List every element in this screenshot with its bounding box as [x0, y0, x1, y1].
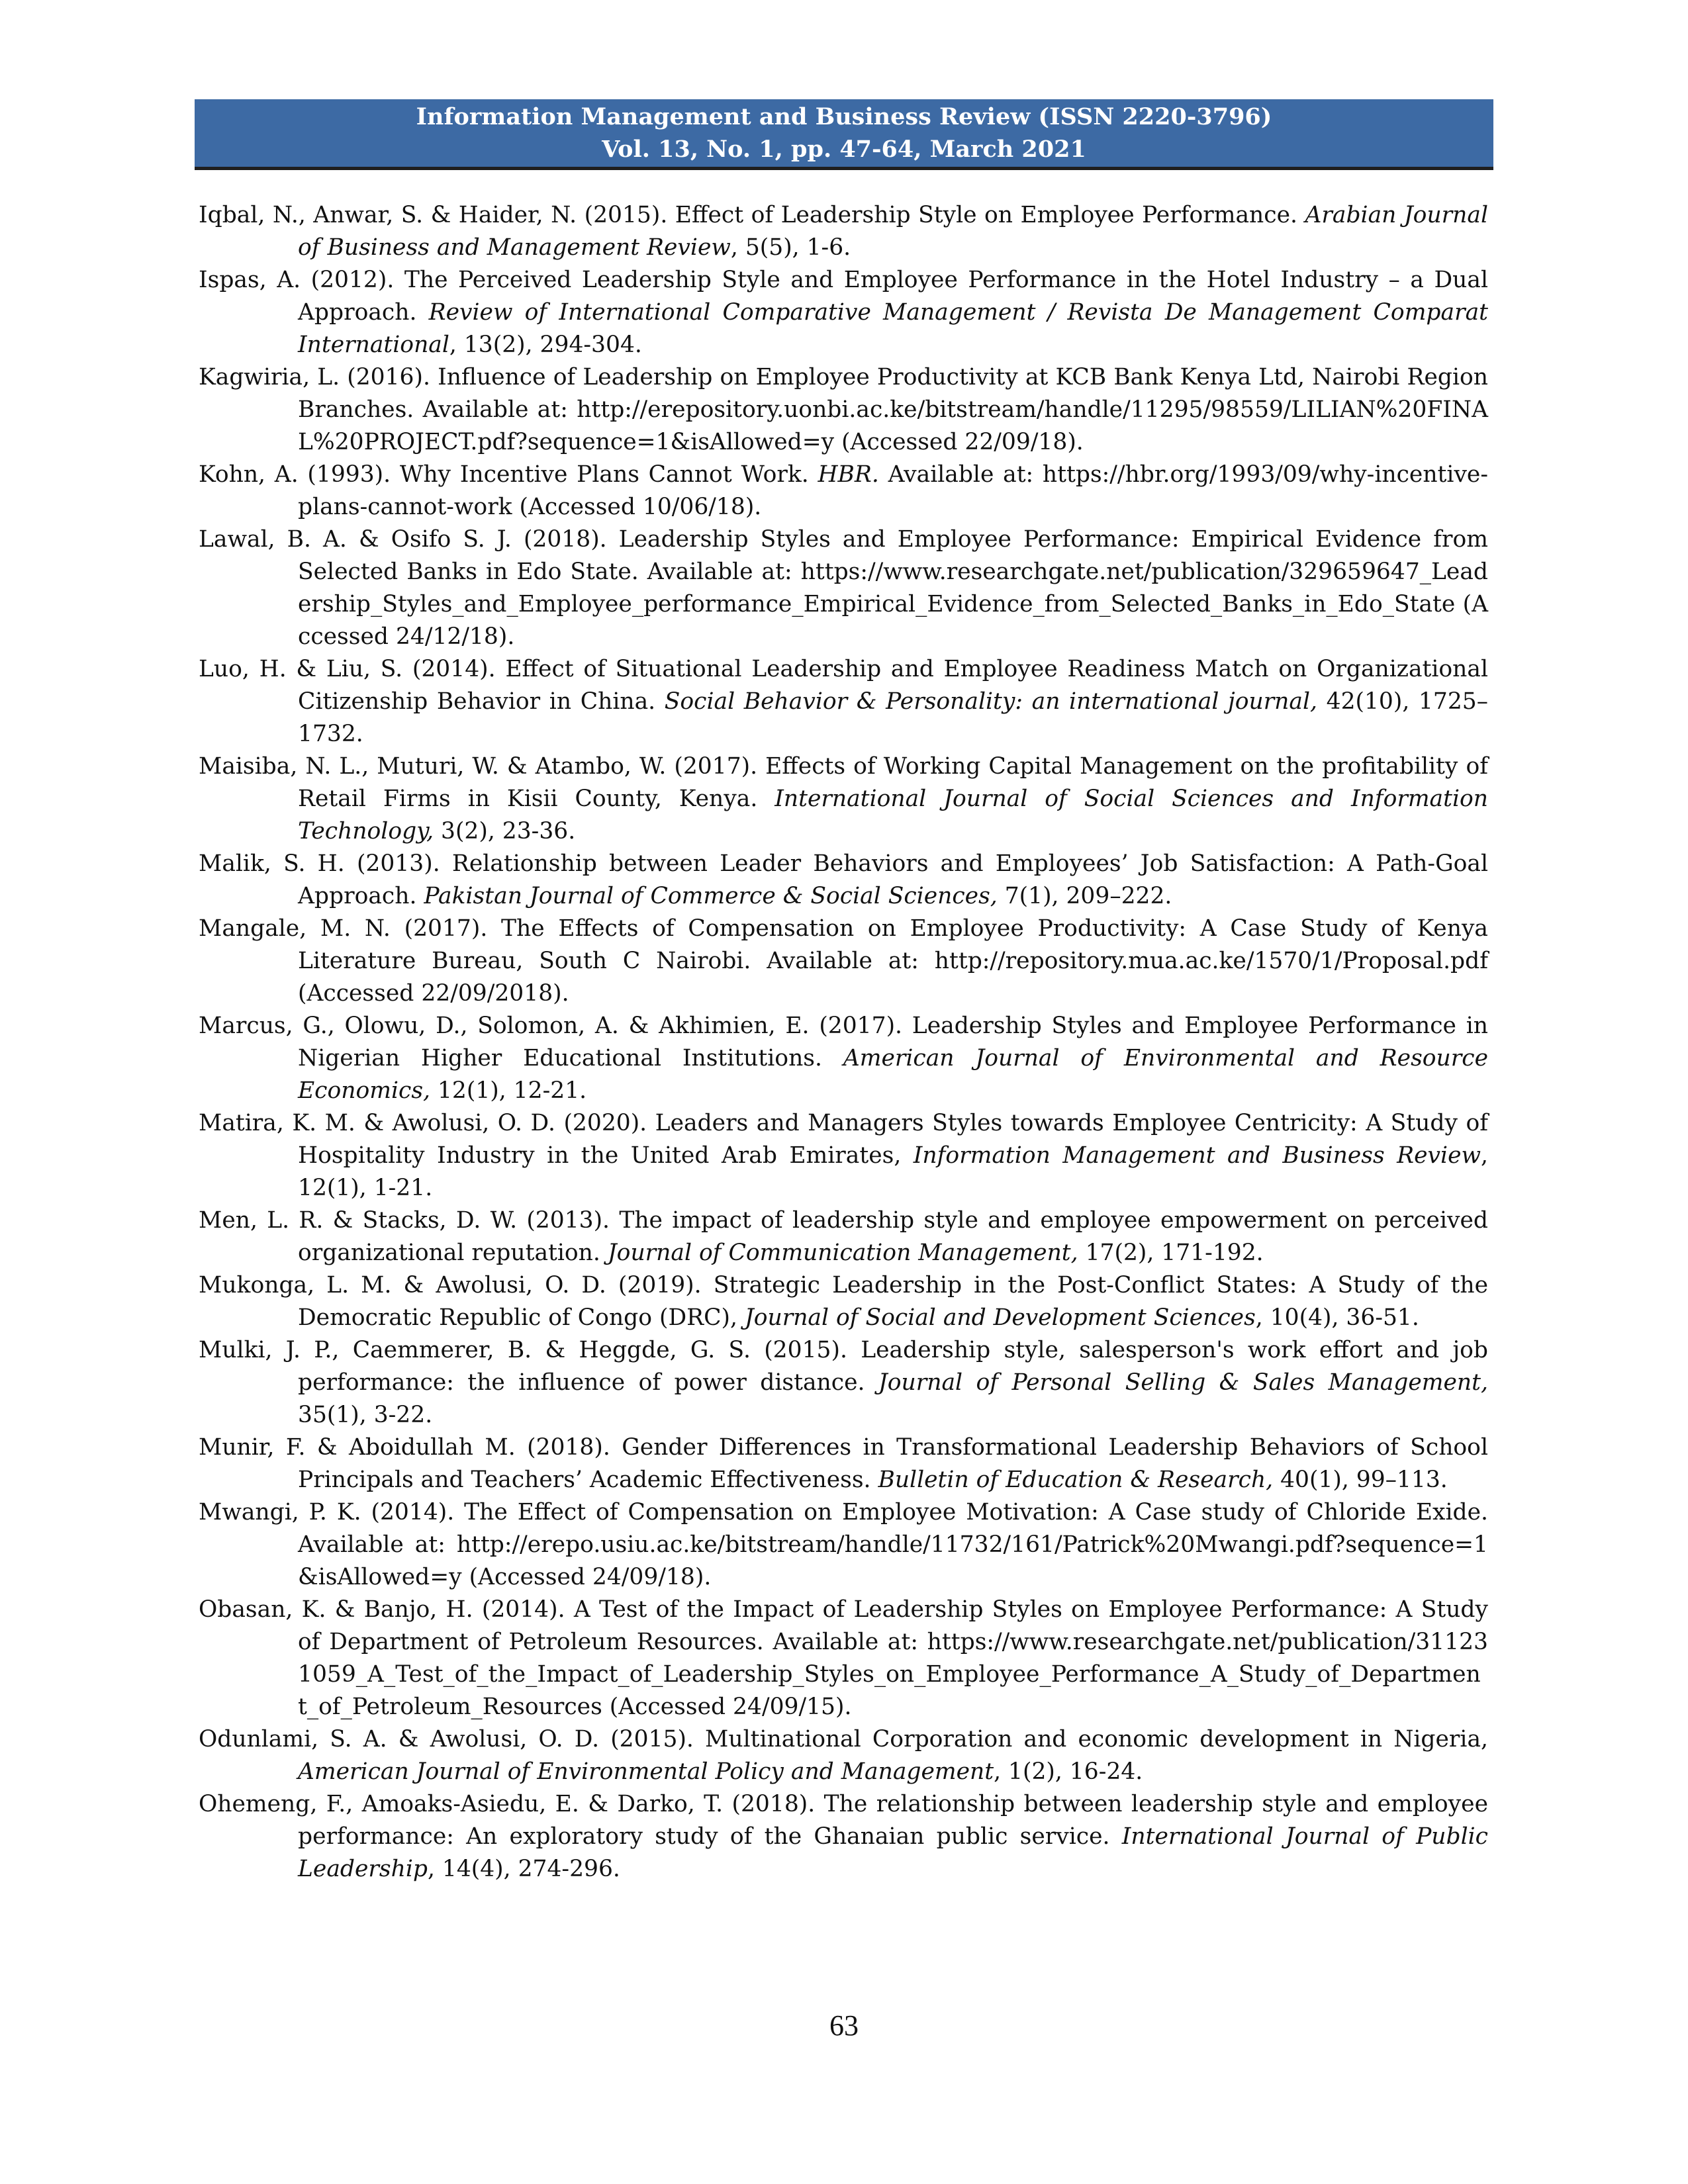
reference-entry: Lawal, B. A. & Osifo S. J. (2018). Leadership Styles and Employee Performance: Empirical Evidence from Selected Banks in Edo State. Available at: https://www.researchgate.net/publication/329659647_Leadership_Styles_and_Employee_performance_Empirical_Evidence_from_Selected_Banks_in_Edo_State (Accessed 24/12/18). — [199, 526, 1488, 650]
reference-entry: Malik, S. H. (2013). Relationship between Leader Behaviors and Employees’ Job Satisfaction: A Path-Goal Approach. Pakistan Journal of Commerce & Social Sciences, 7(1), 209–222. — [199, 850, 1488, 909]
reference-entry: Mulki, J. P., Caemmerer, B. & Heggde, G. S. (2015). Leadership style, salesperson's work effort and job performance: the influence of power distance. Journal of Personal Selling & Sales Management, 35(1), 3-22. — [199, 1337, 1488, 1428]
reference-entry: Iqbal, N., Anwar, S. & Haider, N. (2015). Effect of Leadership Style on Employee Performance. Arabian Journal of Business and Management Review, 5(5), 1-6. — [199, 202, 1488, 261]
reference-entry: Obasan, K. & Banjo, H. (2014). A Test of the Impact of Leadership Styles on Employee Performance: A Study of Department of Petroleum Resources. Available at: https://www.researchgate.net/publication/311231059_A_Test_of_the_Impact_of_Leadership_Styles_on_Employee_Performance_A_Study_of_Department_of_Petroleum_Resources (Accessed 24/09/15). — [199, 1596, 1488, 1720]
journal-title: Information Management and Business Review (ISSN 2220-3796) — [416, 103, 1272, 130]
page-number: 63 — [829, 2009, 859, 2042]
reference-entry: Men, L. R. & Stacks, D. W. (2013). The impact of leadership style and employee empowerment on perceived organizational reputation. Journal of Communication Management, 17(2), 171-192. — [199, 1207, 1488, 1266]
reference-entry: Odunlami, S. A. & Awolusi, O. D. (2015). Multinational Corporation and economic development in Nigeria, American Journal of Environmental Policy and Management, 1(2), 16-24. — [199, 1726, 1488, 1785]
reference-entry: Ispas, A. (2012). The Perceived Leadership Style and Employee Performance in the Hotel Industry – a Dual Approach. Review of International Comparative Management / Revista De Management Comparat International, 13(2), 294-304. — [199, 267, 1488, 358]
reference-entry: Maisiba, N. L., Muturi, W. & Atambo, W. (2017). Effects of Working Capital Management on the profitability of Retail Firms in Kisii County, Kenya. International Journal of Social Sciences and Information Technology, 3(2), 23-36. — [199, 753, 1488, 844]
reference-entry: Luo, H. & Liu, S. (2014). Effect of Situational Leadership and Employee Readiness Match on Organizational Citizenship Behavior in China. Social Behavior & Personality: an international journal, 42(10), 1725–1732. — [199, 656, 1489, 747]
reference-entry: Marcus, G., Olowu, D., Solomon, A. & Akhimien, E. (2017). Leadership Styles and Employee Performance in Nigerian Higher Educational Institutions. American Journal of Environmental and Resource Economics, 12(1), 12-21. — [199, 1013, 1489, 1104]
reference-entry: Mangale, M. N. (2017). The Effects of Compensation on Employee Productivity: A Case Study of Kenya Literature Bureau, South C Nairobi. Available at: http://repository.mua.ac.ke/1570/1/Proposal.pdf (Accessed 22/09/2018). — [199, 915, 1488, 1007]
reference-entry: Matira, K. M. & Awolusi, O. D. (2020). Leaders and Managers Styles towards Employee Centricity: A Study of Hospitality Industry in the United Arab Emirates, Information Management and Business Review, 12(1), 1-21. — [199, 1110, 1488, 1201]
reference-entry: Ohemeng, F., Amoaks-Asiedu, E. & Darko, T. (2018). The relationship between leadership style and employee performance: An exploratory study of the Ghanaian public service. International Journal of Public Leadership, 14(4), 274-296. — [199, 1791, 1488, 1882]
reference-entry: Mukonga, L. M. & Awolusi, O. D. (2019). Strategic Leadership in the Post-Conflict States: A Study of the Democratic Republic of Congo (DRC), Journal of Social and Development Sciences, 10(4), 36-51. — [199, 1272, 1488, 1331]
reference-entry: Kohn, A. (1993). Why Incentive Plans Cannot Work. HBR. Available at: https://hbr.org/1993/09/why-incentive-plans-cannot-work (Accessed 10/06/18). — [199, 461, 1489, 520]
reference-list — [199, 199, 1488, 1886]
reference-entry: Munir, F. & Aboidullah M. (2018). Gender Differences in Transformational Leadership Behaviors of School Principals and Teachers’ Academic Effectiveness. Bulletin of Education & Research, 40(1), 99–113. — [199, 1434, 1488, 1493]
reference-entry: Mwangi, P. K. (2014). The Effect of Compensation on Employee Motivation: A Case study of Chloride Exide. Available at: http://erepo.usiu.ac.ke/bitstream/handle/11732/161/Patrick%20Mwangi.pdf?sequence=1&isAllowed=y (Accessed 24/09/18). — [199, 1499, 1488, 1590]
journal-issue: Vol. 13, No. 1, pp. 47-64, March 2021 — [602, 136, 1086, 163]
journal-header — [195, 99, 1493, 167]
header-rule — [195, 167, 1493, 170]
reference-entry: Kagwiria, L. (2016). Influence of Leadership on Employee Productivity at KCB Bank Kenya Ltd, Nairobi Region Branches. Available at: http://erepository.uonbi.ac.ke/bitstream/handle/11295/98559/LILIAN%20FINAL%20PROJECT.pdf?sequence=1&isAllowed=y (Accessed 22/09/18). — [199, 364, 1488, 455]
